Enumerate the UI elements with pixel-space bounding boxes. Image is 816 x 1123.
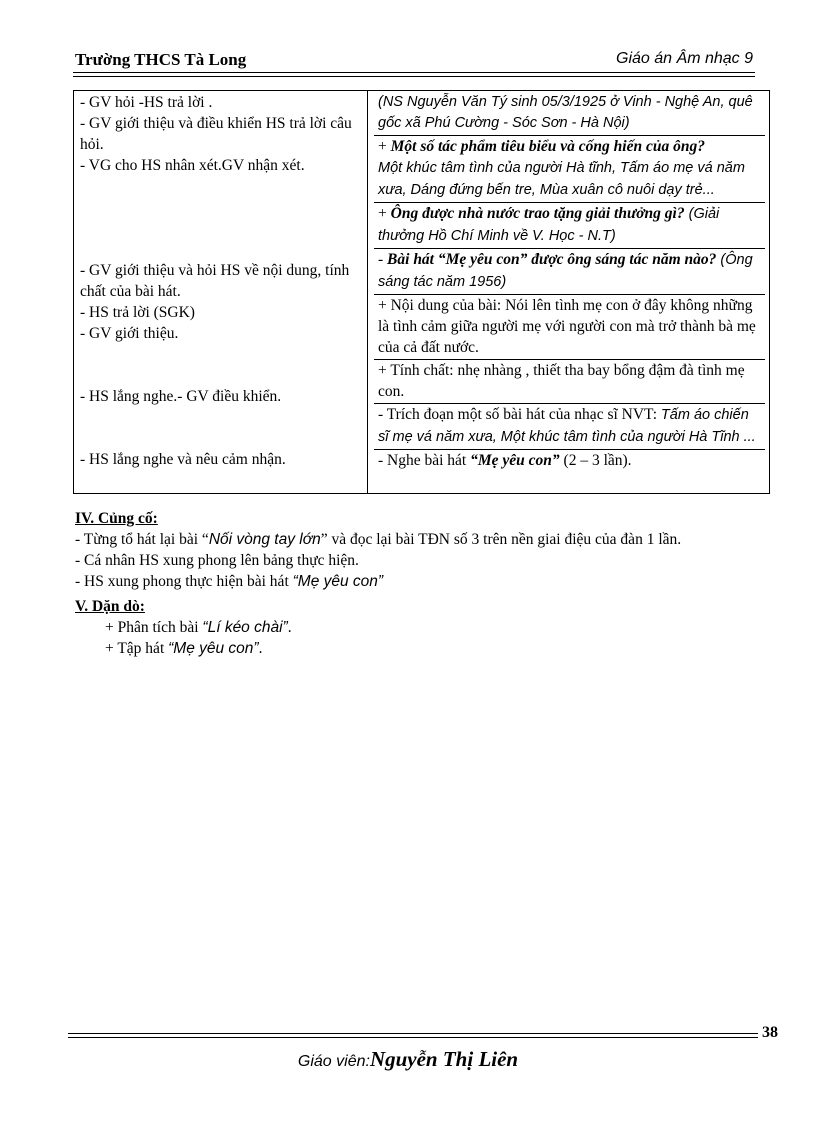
excerpts-prefix: - Trích đoạn một số bài hát của nhạc sĩ NVT: xyxy=(378,406,661,423)
song-li-keo-chai: “Lí kéo chài” xyxy=(202,619,288,636)
listen-song xyxy=(374,450,765,472)
homework-line-2: + Tập hát “Mẹ yêu con”. xyxy=(105,640,263,657)
song-noi-vong-tay-lon: Nối vòng tay lớn xyxy=(208,531,321,548)
consolidation-line-1: - Từng tổ hát lại bài “Nối vòng tay lớn” và đọc lại bài TĐN số 3 trên nền giai điệu của đàn 1 lần. xyxy=(75,531,682,548)
listen-suffix: (2 – 3 lần). xyxy=(559,452,632,469)
song-me-yeu-con-2: “Mẹ yêu con” xyxy=(168,640,259,657)
footer xyxy=(0,1047,816,1072)
works-question-block xyxy=(374,136,765,203)
section-consolidation xyxy=(75,508,681,592)
works-question: Một số tác phẩm tiêu biểu và cống hiến của ông? xyxy=(390,138,705,155)
listen-prefix: - Nghe bài hát xyxy=(378,452,471,469)
homework-line-1: + Phân tích bài “Lí kéo chài”. xyxy=(105,619,292,636)
section-homework xyxy=(75,596,292,659)
content-column xyxy=(368,91,770,494)
works-answer: Một khúc tâm tình của người Hà tĩnh, Tấm áo mẹ vá năm xưa, Dáng đứng bến tre, Mùa xuân cô nuôi dạy trẻ... xyxy=(378,160,745,198)
composer-bio: (NS Nguyễn Văn Tý sinh 05/3/1925 ở Vinh - Nghệ An, quê gốc xã Phú Cường - Sóc Sơn - Hà Nội) xyxy=(374,92,765,136)
teacher-label: Giáo viên: xyxy=(297,1053,370,1070)
left-line-4: - GV giới thiệu và hỏi HS về nội dung, tính chất của bài hát. xyxy=(80,262,350,300)
song-me-yeu-con: “Mẹ yêu con” xyxy=(292,573,384,590)
section-5-title: V. Dặn dò: xyxy=(75,598,145,615)
left-line-3: - VG cho HS nhân xét.GV nhận xét. xyxy=(80,157,305,174)
left-line-7: - HS lắng nghe.- GV điều khiển. xyxy=(80,388,282,405)
lesson-table xyxy=(73,90,770,494)
song-content: + Nội dung của bài: Nói lên tình mẹ con ở đây không những là tình cảm giữa người mẹ với người con mà trở thành bà mẹ của cả đất nước. xyxy=(374,295,765,360)
left-line-5: - HS trả lời (SGK) xyxy=(80,304,195,321)
page-number: 38 xyxy=(762,1024,778,1041)
consolidation-line-2: - Cá nhân HS xung phong lên bảng thực hiện. xyxy=(75,552,359,569)
section-4-title: IV. Củng cố: xyxy=(75,510,158,527)
left-line-1: - GV hỏi -HS trả lời . xyxy=(80,94,213,111)
teacher-activity-column xyxy=(74,91,368,494)
left-line-2: - GV giới thiệu và điều khiển HS trả lời câu hỏi. xyxy=(80,115,352,153)
award-answer: (Giải thưởng Hồ Chí Minh về V. Học - N.T) xyxy=(378,206,720,244)
song-excerpts xyxy=(374,404,765,450)
footer-divider xyxy=(68,1033,758,1038)
teacher-name: Nguyễn Thị Liên xyxy=(369,1047,519,1071)
table-row xyxy=(74,91,770,494)
year-question-block xyxy=(374,249,765,295)
left-line-8: - HS lắng nghe và nêu cảm nhận. xyxy=(80,451,286,468)
header-divider xyxy=(73,72,755,77)
school-name: Trường THCS Tà Long xyxy=(75,50,247,69)
listen-song-title: “Mẹ yêu con” xyxy=(470,452,560,469)
year-question: Bài hát “Mẹ yêu con” được ông sáng tác năm nào? xyxy=(387,251,717,268)
excerpts-titles: Tấm áo chiến sĩ mẹ vá năm xưa, Một khúc tâm tình của người Hà Tĩnh ... xyxy=(378,407,756,445)
year-prefix: - xyxy=(378,251,388,268)
consolidation-line-3: - HS xung phong thực hiện bài hát “Mẹ yêu con” xyxy=(75,573,384,590)
award-prefix: + xyxy=(378,205,391,222)
left-line-6: - GV giới thiệu. xyxy=(80,325,179,342)
subject-title: Giáo án Âm nhạc 9 xyxy=(616,50,753,67)
song-character: + Tính chất: nhẹ nhàng , thiết tha bay bổng đậm đà tình mẹ con. xyxy=(374,360,765,404)
year-answer: (Ông sáng tác năm 1956) xyxy=(378,252,753,290)
award-question-block xyxy=(374,203,765,249)
award-question: Ông được nhà nước trao tặng giải thưởng gì? xyxy=(390,205,685,222)
works-prefix: + xyxy=(378,138,391,155)
